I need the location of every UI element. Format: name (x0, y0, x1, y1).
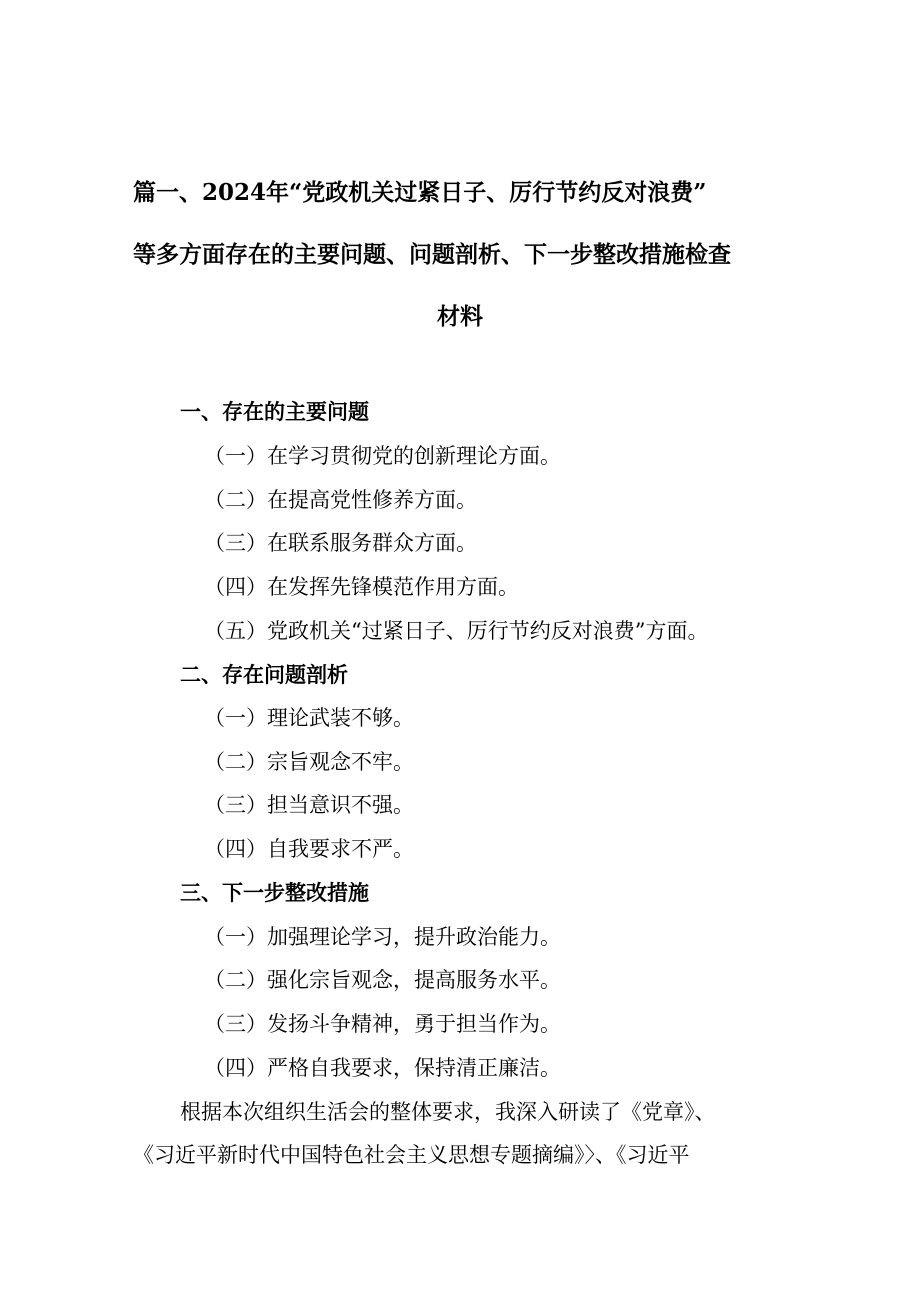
section-2-item-4: （四）自我要求不严。 (204, 837, 414, 861)
section-1-item-4: （四）在发挥先锋模范作用方面。 (204, 575, 519, 599)
section-1-item-3: （三）在联系服务群众方面。 (204, 531, 477, 555)
section-1-item-1: （一）在学习贯彻党的创新理论方面。 (204, 444, 561, 468)
body-paragraph-line-2: 《习近平新时代中国特色社会主义思想专题摘编》〉、《习近平 (133, 1143, 690, 1167)
document-title-line-3: 材料 (437, 303, 483, 330)
document-title-line-2: 等多方面存在的主要问题、问题剖析、下一步整改措施检查 (133, 241, 731, 268)
section-3-item-1: （一）加强理论学习，提升政治能力。 (204, 925, 561, 949)
body-paragraph-line-1: 根据本次组织生活会的整体要求，我深入研读了《党章》、 (180, 1100, 716, 1124)
section-2-item-2: （二）宗旨观念不牢。 (204, 750, 414, 774)
document-title-line-1: 篇一、2024年“党政机关过紧日子、厉行节约反对浪费” (133, 179, 707, 206)
section-1-item-5: （五）党政机关“过紧日子、厉行节约反对浪费”方面。 (204, 619, 709, 643)
section-2-item-1: （一）理论武装不够。 (204, 706, 414, 730)
section-heading-1: 一、存在的主要问题 (180, 399, 369, 424)
section-heading-3: 三、下一步整改措施 (180, 880, 369, 905)
section-3-item-3: （三）发扬斗争精神，勇于担当作为。 (204, 1012, 561, 1036)
section-2-item-3: （三）担当意识不强。 (204, 793, 414, 817)
section-heading-2: 二、存在问题剖析 (180, 662, 348, 687)
section-1-item-2: （二）在提高党性修养方面。 (204, 488, 477, 512)
section-3-item-4: （四）严格自我要求，保持清正廉洁。 (204, 1056, 561, 1080)
section-3-item-2: （二）强化宗旨观念，提高服务水平。 (204, 968, 561, 992)
